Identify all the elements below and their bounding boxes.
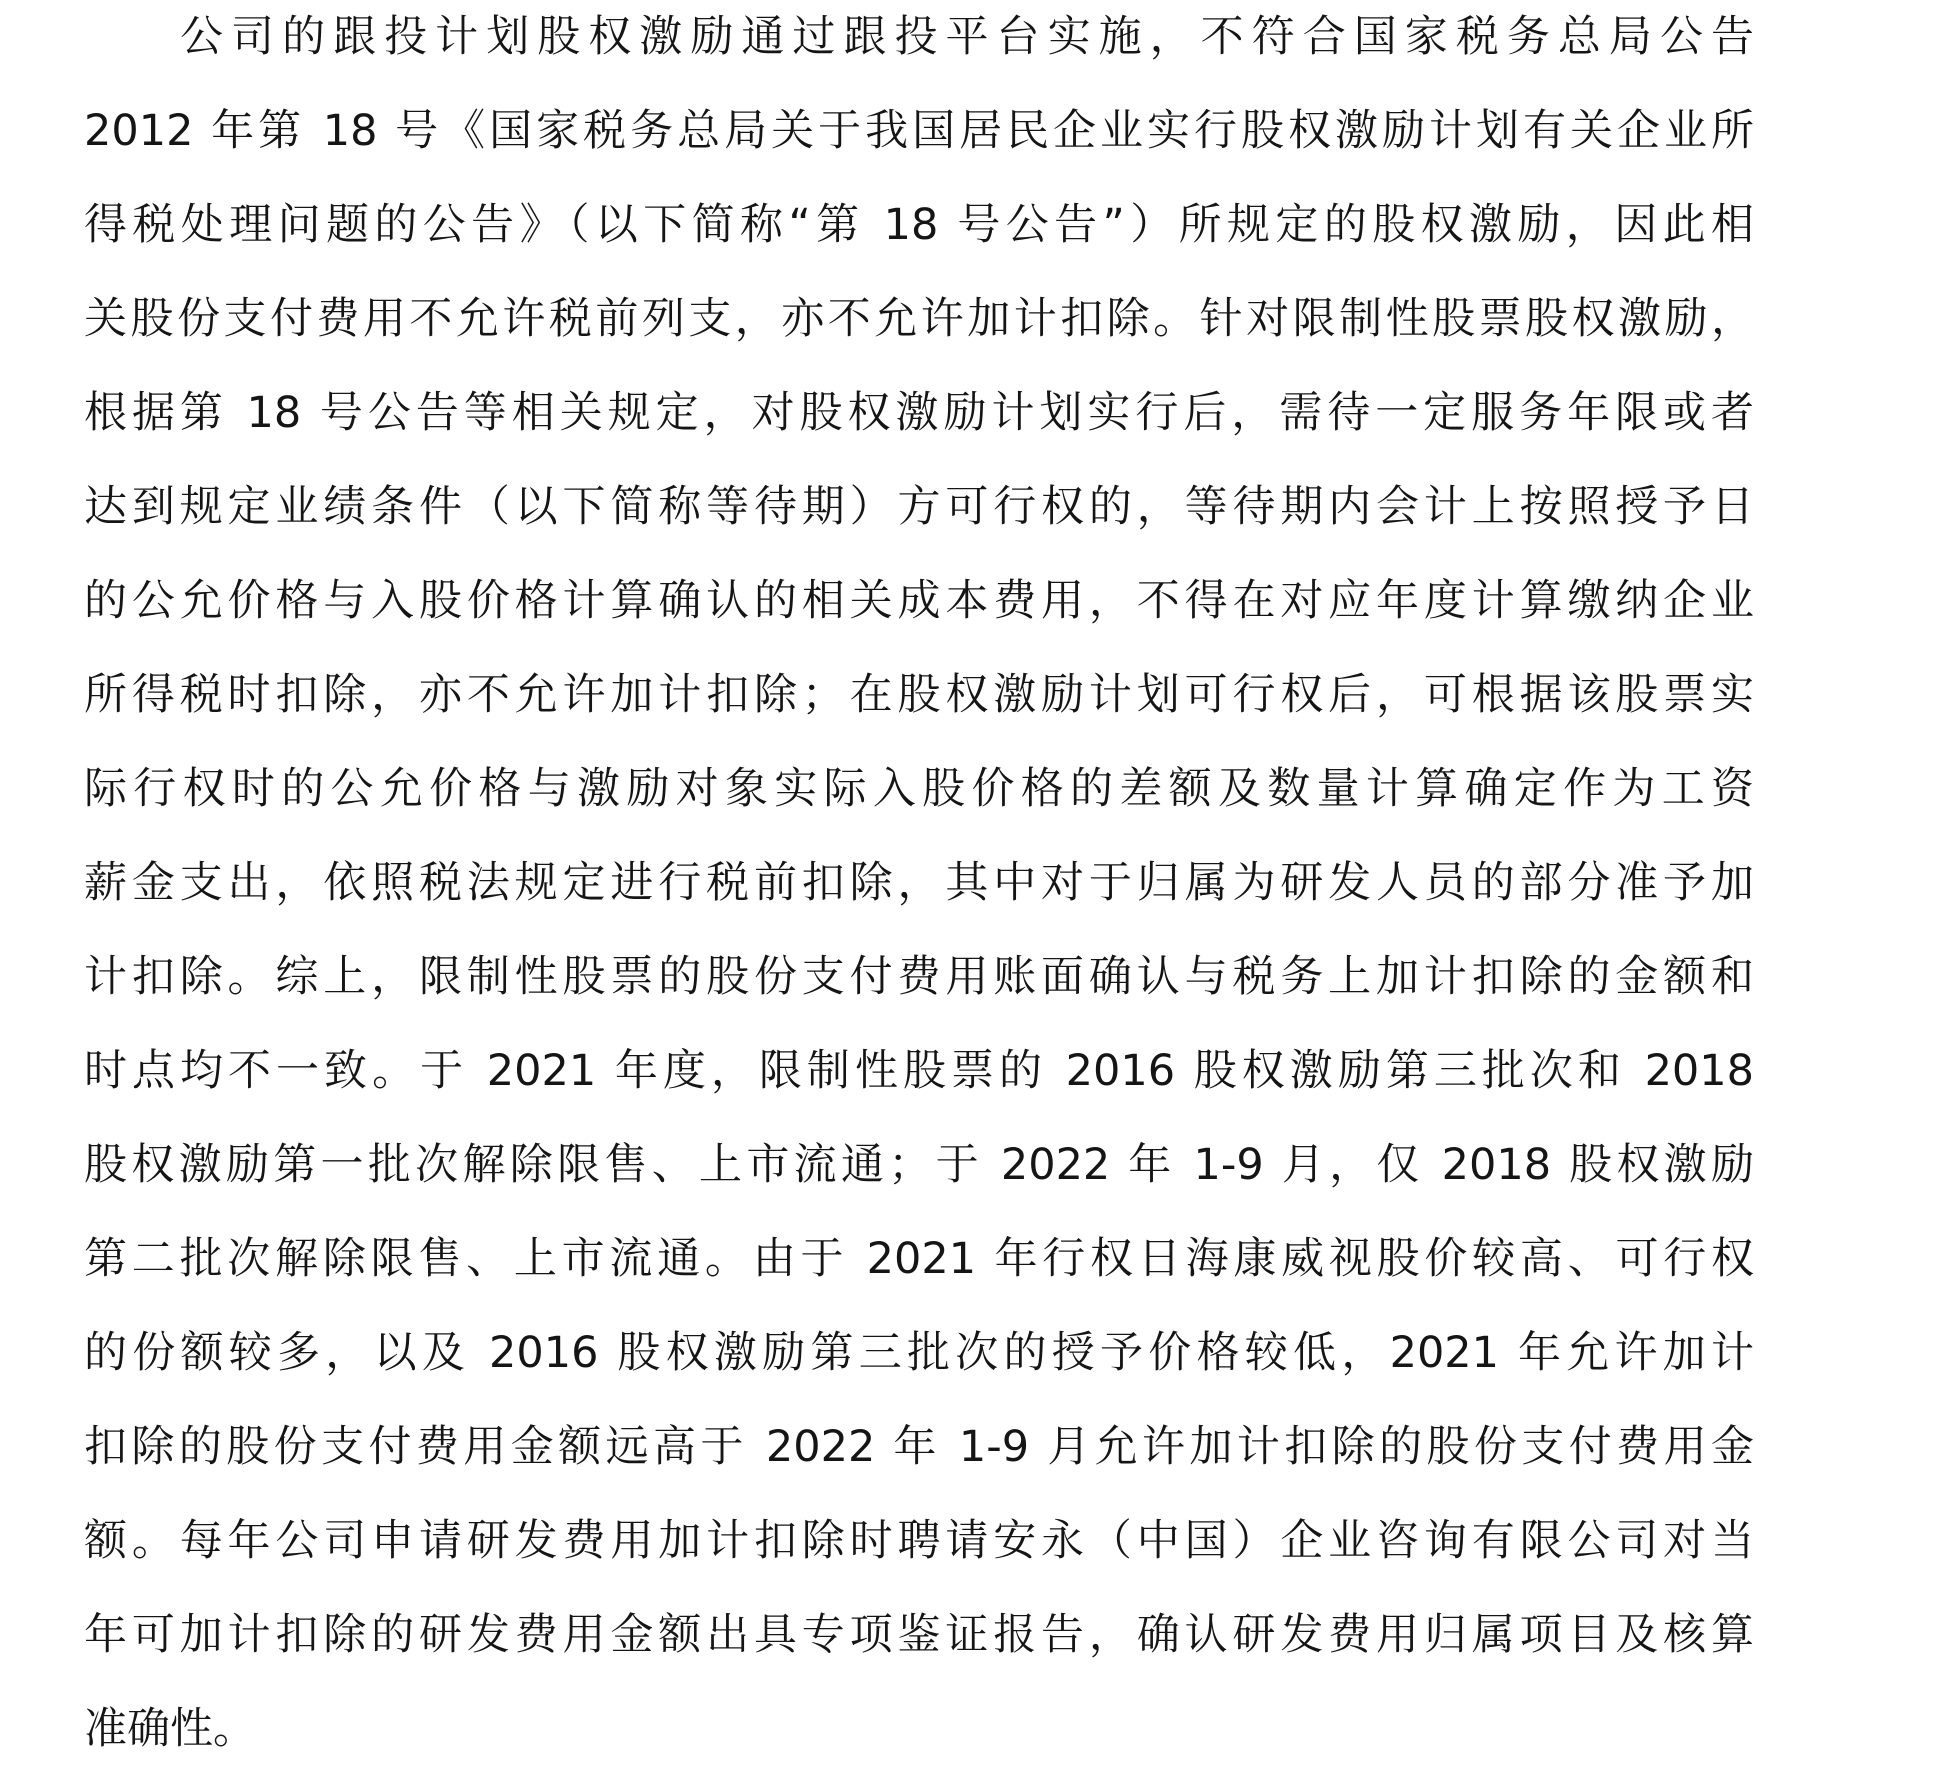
text-line-18: 年可加计扣除的研发费用金额出具专项鉴证报告，确认研发费用归属项目及核算 — [84, 1610, 1754, 1660]
text-line-1: 公司的跟投计划股权激励通过跟投平台实施，不符合国家税务总局公告 — [180, 12, 1754, 62]
text-line-13: 股权激励第一批次解除限售、上市流通；于 2022 年 1-9 月，仅 2018 股权激励 — [84, 1140, 1754, 1190]
body-paragraph — [84, 0, 1754, 1776]
text-line-6: 达到规定业绩条件（以下简称等待期）方可行权的，等待期内会计上按照授予日 — [84, 482, 1754, 532]
text-line-10: 薪金支出，依照税法规定进行税前扣除，其中对于归属为研发人员的部分准予加 — [84, 858, 1754, 908]
text-line-8: 所得税时扣除，亦不允许加计扣除；在股权激励计划可行权后，可根据该股票实 — [84, 670, 1754, 720]
text-line-14: 第二批次解除限售、上市流通。由于 2021 年行权日海康威视股价较高、可行权 — [84, 1234, 1754, 1284]
text-line-9: 际行权时的公允价格与激励对象实际入股价格的差额及数量计算确定作为工资 — [84, 764, 1754, 814]
text-line-16: 扣除的股份支付费用金额远高于 2022 年 1-9 月允许加计扣除的股份支付费用金 — [84, 1422, 1754, 1472]
text-line-12: 时点均不一致。于 2021 年度，限制性股票的 2016 股权激励第三批次和 2018 — [84, 1046, 1754, 1096]
text-line-3: 得税处理问题的公告》（以下简称“第 18 号公告”）所规定的股权激励，因此相 — [84, 200, 1754, 250]
text-line-15: 的份额较多，以及 2016 股权激励第三批次的授予价格较低，2021 年允许加计 — [84, 1328, 1754, 1378]
text-line-2: 2012 年第 18 号《国家税务总局关于我国居民企业实行股权激励计划有关企业所 — [84, 106, 1754, 156]
text-line-11: 计扣除。综上，限制性股票的股份支付费用账面确认与税务上加计扣除的金额和 — [84, 952, 1754, 1002]
text-line-4: 关股份支付费用不允许税前列支，亦不允许加计扣除。针对限制性股票股权激励， — [84, 294, 1754, 344]
text-line-5: 根据第 18 号公告等相关规定，对股权激励计划实行后，需待一定服务年限或者 — [84, 388, 1754, 438]
text-line-17: 额。每年公司申请研发费用加计扣除时聘请安永（中国）企业咨询有限公司对当 — [84, 1516, 1754, 1566]
text-line-19: 准确性。 — [84, 1704, 256, 1754]
text-line-7: 的公允价格与入股价格计算确认的相关成本费用，不得在对应年度计算缴纳企业 — [84, 576, 1754, 626]
